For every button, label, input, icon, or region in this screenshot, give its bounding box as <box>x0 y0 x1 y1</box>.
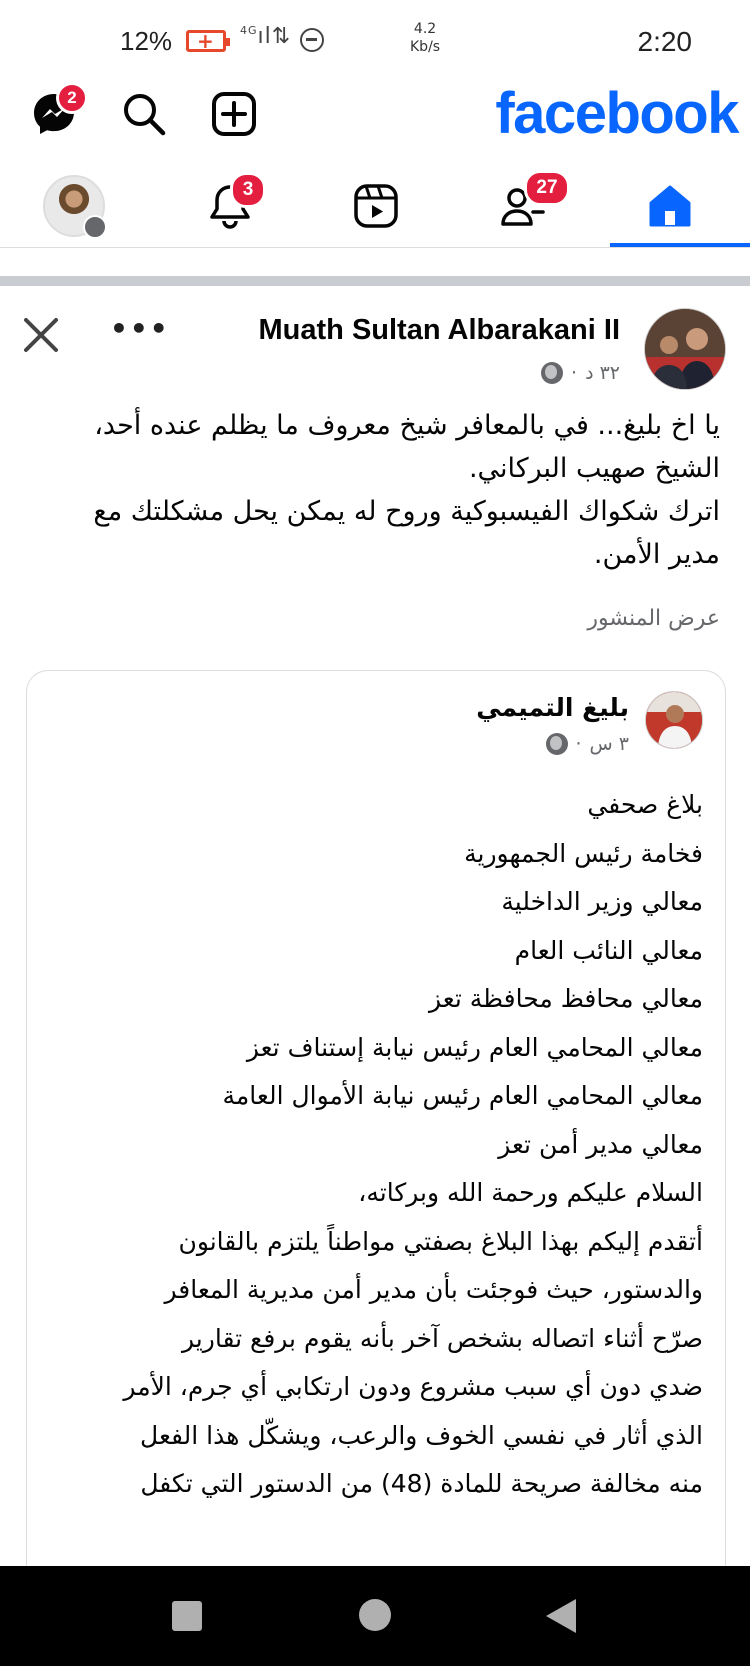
nav-tabs <box>0 164 750 248</box>
system-navigation-bar <box>0 1566 750 1666</box>
messenger-button[interactable] <box>26 86 82 142</box>
post-author-name[interactable]: Muath Sultan Albarakani II <box>258 314 620 346</box>
post-text-line: يا اخ بليغ... في بالمعافر شيخ معروف ما يظلم عنده أحد، <box>94 410 720 441</box>
scrolled-content-edge <box>0 248 750 268</box>
post-author-avatar[interactable] <box>644 308 726 390</box>
shared-post-card[interactable] <box>26 670 726 1570</box>
search-button[interactable] <box>116 86 172 142</box>
network-speed-unit: Kb/s <box>410 39 441 55</box>
public-globe-icon <box>541 362 563 384</box>
shared-author-name[interactable]: بليغ التميمي <box>476 693 629 722</box>
shared-body-line: صرّح أثناء اتصاله بشخص آخر بأنه يقوم برفع تقارير <box>182 1323 703 1353</box>
feed-post <box>0 286 750 1566</box>
more-options-button[interactable] <box>110 312 170 345</box>
post-meta <box>541 362 620 384</box>
battery-percentage: 12% <box>120 26 173 56</box>
messenger-badge: 2 <box>56 82 88 114</box>
shared-body-line: معالي مدير أمن تعز <box>498 1129 703 1159</box>
shared-body-line: بلاغ صحفي <box>587 790 703 819</box>
shared-body-line: معالي المحامي العام رئيس نيابة إستناف تعز <box>246 1032 703 1062</box>
video-icon <box>352 182 400 230</box>
post-text-line: الشيخ صهيب البركاني. <box>468 453 720 484</box>
status-bar <box>0 0 750 80</box>
create-post-button[interactable] <box>206 86 262 142</box>
shared-post-meta <box>546 733 630 755</box>
hide-post-button[interactable] <box>20 314 62 356</box>
post-time[interactable]: ٣٢ د <box>585 362 620 384</box>
home-button[interactable] <box>359 1599 391 1631</box>
shared-body-line: منه مخالفة صريحة للمادة (48) من الدستور التي تكفل <box>140 1469 703 1498</box>
shared-author-avatar[interactable] <box>645 691 703 749</box>
avatar-photo <box>645 309 726 390</box>
shared-avatar-photo <box>646 692 703 749</box>
shared-body-line: ضدي دون أي سبب مشروع ودون ارتكابي أي جرم، الأمر <box>123 1372 703 1401</box>
signal-icon: $^{4G}$ıl⇅ <box>240 24 292 49</box>
more-icon: ••• <box>110 312 170 345</box>
active-tab-indicator <box>610 243 750 247</box>
tab-notifications[interactable] <box>180 164 280 248</box>
do-not-disturb-icon <box>300 28 324 52</box>
menu-indicator-icon <box>83 215 107 239</box>
avatar <box>43 175 105 237</box>
shared-body-line: معالي وزير الداخلية <box>501 887 703 916</box>
shared-body-line: أتقدم إليكم بهذا البلاغ بصفتي مواطناً يلتزم بالقانون <box>178 1226 703 1256</box>
public-globe-icon <box>546 733 568 755</box>
tab-home[interactable] <box>620 164 720 248</box>
search-icon <box>121 91 167 137</box>
friend-requests-badge: 27 <box>524 170 570 206</box>
shared-post-time[interactable]: ٣ س <box>589 733 629 755</box>
view-post-link[interactable]: عرض المنشور <box>587 606 720 631</box>
recent-apps-button[interactable] <box>172 1601 202 1631</box>
meta-separator: · <box>571 362 578 384</box>
shared-body-line: معالي محافظ محافظة تعز <box>428 984 703 1013</box>
app-bar <box>0 80 750 164</box>
post-text-line: مدير الأمن. <box>593 539 720 570</box>
shared-body-line: معالي النائب العام <box>514 935 703 965</box>
notifications-badge: 3 <box>230 172 266 208</box>
shared-post-body <box>43 781 703 1509</box>
post-text <box>20 404 720 576</box>
back-button[interactable] <box>546 1599 576 1633</box>
clock: 2:20 <box>637 26 692 57</box>
close-icon <box>20 314 62 356</box>
facebook-logo[interactable]: facebook <box>495 81 738 146</box>
network-speed <box>410 20 440 56</box>
shared-body-line: السلام عليكم ورحمة الله وبركاته، <box>358 1178 703 1207</box>
shared-body-line: معالي المحامي العام رئيس نيابة الأموال العامة <box>222 1081 703 1110</box>
tab-video[interactable] <box>326 164 426 248</box>
shared-body-line: فخامة رئيس الجمهورية <box>464 838 703 868</box>
tab-friends[interactable] <box>472 164 572 248</box>
network-speed-value: 4.2 <box>413 21 437 37</box>
battery-charging-icon: + <box>186 30 226 52</box>
shared-body-line: والدستور، حيث فوجئت بأن مدير أمن مديرية المعافر <box>164 1275 703 1304</box>
shared-body-line: الذي أثار في نفسي الخوف والرعب، ويشكّل هذا الفعل <box>140 1420 703 1450</box>
create-post-icon <box>211 91 257 137</box>
tab-menu[interactable] <box>24 164 124 248</box>
network-type: 4G <box>240 24 258 37</box>
post-text-line: اترك شكواك الفيسبوكية وروح له يمكن يحل مشكلتك مع <box>93 496 720 527</box>
feed-divider <box>0 276 750 286</box>
home-icon <box>647 183 693 229</box>
shared-meta-separator: · <box>575 733 582 755</box>
